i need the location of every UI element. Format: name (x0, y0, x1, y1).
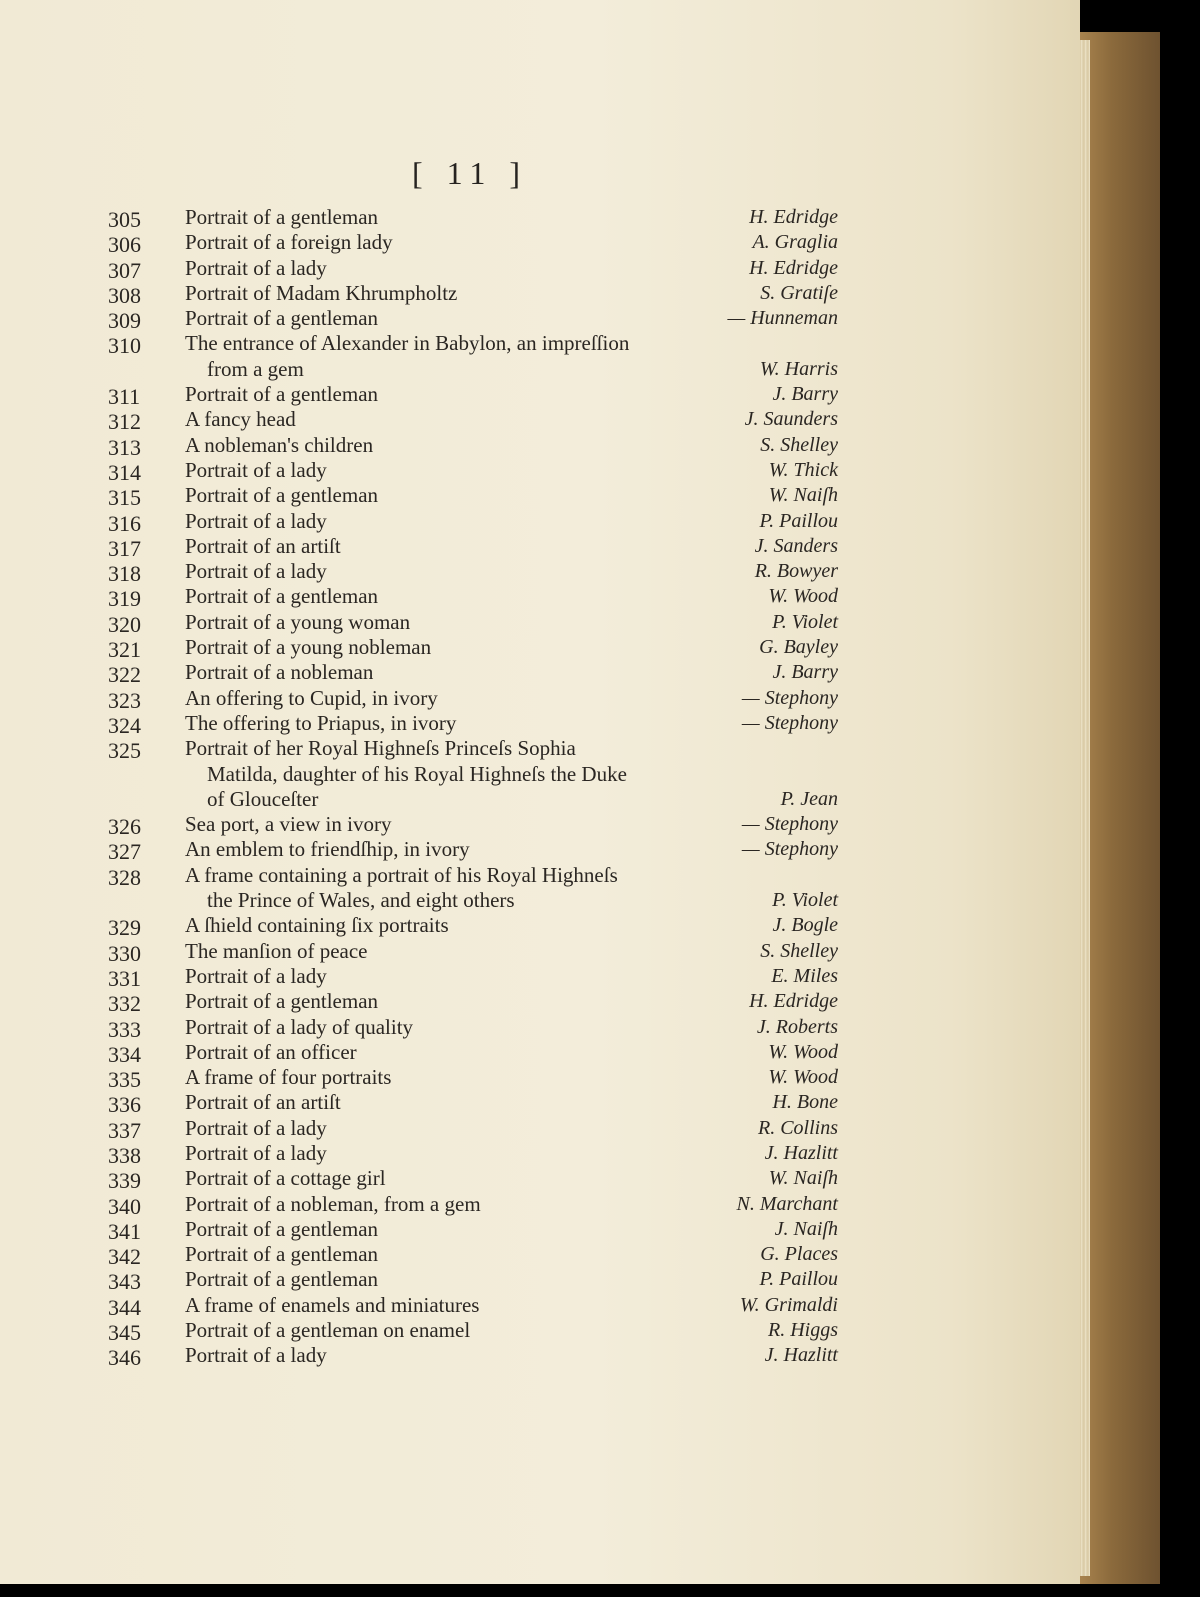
entry-description (185, 1040, 745, 1065)
entry-number: 336 (108, 1092, 141, 1118)
entry-number: 322 (108, 662, 141, 688)
catalogue-entry (0, 1318, 860, 1346)
catalogue-entry (0, 939, 860, 964)
entry-number: 344 (108, 1294, 141, 1320)
entry-artist: A. Graglia (752, 231, 838, 254)
entry-description-line: Portrait of a young woman (185, 609, 411, 634)
entry-number: 323 (108, 687, 141, 713)
entry-description-line: Portrait of a lady (185, 255, 327, 280)
catalogue-entry (0, 584, 860, 612)
entry-description (185, 1065, 745, 1090)
entry-number: 317 (108, 535, 141, 561)
entry-description (185, 1343, 745, 1368)
catalogue-entry (0, 382, 860, 410)
catalogue-entry (0, 1217, 860, 1242)
entry-artist: R. Collins (757, 1116, 838, 1139)
entry-description-line: Portrait of a lady (185, 1140, 327, 1165)
entry-description (185, 635, 745, 660)
entry-artist: H. Edridge (749, 990, 838, 1013)
entry-description (185, 1192, 745, 1217)
entry-number: 306 (108, 232, 141, 258)
entry-artist: P. Jean (780, 787, 838, 810)
entry-number: 342 (108, 1244, 141, 1270)
entry-description-line: The manſion of peace (185, 938, 368, 963)
entry-description-line: Portrait of an officer (185, 1039, 357, 1064)
entry-artist: H. Edridge (749, 206, 838, 228)
catalogue-entry (0, 331, 860, 382)
catalogue-entry (0, 1090, 860, 1118)
entry-number: 330 (108, 940, 141, 966)
entry-description-line: Sea port, a view in ivory (185, 812, 392, 837)
entry-number: 310 (108, 333, 141, 359)
catalogue-entry (0, 205, 860, 230)
entry-artist: N. Marchant (736, 1192, 838, 1215)
entry-artist: J. Naiſh (774, 1217, 838, 1240)
entry-number: 309 (108, 308, 141, 334)
entry-description-line: Portrait of a cottage girl (185, 1166, 386, 1191)
entry-artist: P. Paillou (759, 1268, 838, 1291)
entry-number: 346 (108, 1345, 141, 1371)
entry-artist: W. Naiſh (768, 484, 838, 507)
entry-description-line: Portrait of a gentleman (185, 483, 379, 508)
entry-artist: J. Hazlitt (764, 1344, 838, 1367)
entry-number: 320 (108, 611, 141, 637)
entry-artist: G. Bayley (759, 636, 838, 659)
catalogue-entry (0, 1192, 860, 1217)
entry-description (185, 1217, 745, 1242)
entry-number: 331 (108, 965, 141, 991)
entry-description (185, 913, 745, 938)
catalogue-entry (0, 736, 860, 812)
entry-number: 340 (108, 1193, 141, 1219)
entry-description (185, 205, 745, 230)
book-cover-edge (1080, 32, 1160, 1584)
entry-artist: W. Grimaldi (739, 1293, 838, 1316)
entry-description-line: An offering to Cupid, in ivory (185, 685, 438, 710)
entry-number: 319 (108, 586, 141, 612)
entry-artist: W. Naiſh (768, 1167, 838, 1190)
entry-description-line: Portrait of a gentleman (185, 306, 379, 331)
entry-description-line: An emblem to friendſhip, in ivory (185, 837, 470, 862)
entry-artist: R. Higgs (768, 1319, 838, 1342)
entry-description (185, 433, 745, 458)
entry-artist: J. Barry (772, 383, 838, 406)
entry-number: 307 (108, 257, 141, 283)
entry-number: 337 (108, 1117, 141, 1143)
entry-description-line: Portrait of a lady of quality (185, 1014, 414, 1039)
entry-number: 343 (108, 1269, 141, 1295)
entry-description-line: Portrait of a nobleman (185, 660, 374, 685)
catalogue-entry (0, 989, 860, 1017)
entry-description-line: Portrait of a lady (185, 457, 327, 482)
entry-number: 308 (108, 282, 141, 308)
entry-number: 305 (108, 207, 141, 232)
entry-description-line: A frame containing a portrait of his Royal Highneſs (185, 862, 618, 887)
entry-description-line: Portrait of a gentleman on enamel (185, 1318, 471, 1343)
catalogue-entry (0, 711, 860, 736)
entry-artist: P. Violet (772, 610, 838, 633)
catalogue-entry (0, 306, 860, 334)
entry-artist: H. Edridge (749, 256, 838, 279)
catalogue-entry (0, 863, 860, 914)
entry-description (185, 1318, 745, 1343)
page-number: [ 11 ] (411, 155, 529, 191)
entry-description (185, 1141, 745, 1166)
entry-description (185, 483, 745, 508)
entry-description (185, 331, 745, 382)
entry-description (185, 837, 745, 862)
entry-artist: J. Roberts (756, 1015, 838, 1038)
entry-artist: P. Violet (772, 889, 838, 912)
entry-artist: H. Bone (772, 1091, 838, 1114)
catalogue-entry (0, 230, 860, 258)
entry-description-line: the Prince of Wales, and eight others (207, 888, 515, 913)
entry-description-line: Portrait of a lady (185, 1343, 327, 1368)
entry-description-line: Portrait of her Royal Highneſs Princeſs Sophia (185, 736, 576, 761)
catalogue-entry (0, 534, 860, 559)
entry-description-line: of Glouceſter (207, 786, 319, 811)
catalogue-entry (0, 1141, 860, 1166)
entry-description-line: Portrait of a lady (185, 963, 327, 988)
catalogue-entry (0, 433, 860, 458)
entry-description (185, 382, 745, 407)
entry-description-line: Portrait of a gentleman (185, 584, 379, 609)
entry-description (185, 281, 745, 306)
entry-number: 339 (108, 1168, 141, 1194)
entry-number: 324 (108, 712, 141, 738)
catalogue-entry (0, 1343, 860, 1371)
entry-description-line: Portrait of a lady (185, 559, 327, 584)
entry-description-line: Portrait of a lady (185, 1115, 327, 1140)
entry-number: 314 (108, 459, 141, 485)
entry-artist: — Stephony (741, 838, 838, 861)
entry-description (185, 863, 745, 914)
catalogue-entry (0, 407, 860, 435)
entry-description-line: Portrait of a gentleman (185, 1216, 379, 1241)
entry-description-line: Portrait of a gentleman (185, 1242, 379, 1267)
entry-artist: W. Wood (768, 1066, 838, 1089)
entry-number: 338 (108, 1142, 141, 1168)
catalogue-entry (0, 1116, 860, 1141)
entry-number: 328 (108, 864, 141, 890)
entry-number: 312 (108, 409, 141, 435)
entry-number: 333 (108, 1016, 141, 1042)
catalogue-entry (0, 281, 860, 306)
entry-description (185, 939, 745, 964)
entry-artist: J. Saunders (744, 408, 838, 431)
entry-description-line: A ſhield containing ſix portraits (185, 913, 449, 938)
catalogue-entry (0, 483, 860, 511)
catalogue-entry (0, 509, 860, 534)
entry-description (185, 1267, 745, 1292)
entry-artist: J. Sanders (754, 534, 838, 557)
entry-description-line: Portrait of a young nobleman (185, 635, 432, 660)
catalogue-entry (0, 610, 860, 635)
entry-description-line: The entrance of Alexander in Babylon, an impreſſion (185, 331, 630, 356)
entry-number: 329 (108, 915, 141, 941)
entry-number: 311 (108, 384, 141, 410)
entry-number: 321 (108, 637, 141, 663)
entry-artist: W. Harris (759, 357, 838, 380)
entry-description (185, 559, 745, 584)
catalogue-entry (0, 1065, 860, 1093)
entry-description-line: A frame of enamels and miniatures (185, 1292, 480, 1317)
entry-number: 318 (108, 561, 141, 587)
entry-description (185, 509, 745, 534)
entry-description (185, 534, 745, 559)
catalogue-entry (0, 1242, 860, 1270)
catalogue-entry (0, 812, 860, 840)
entry-artist: G. Places (760, 1243, 838, 1266)
entry-description (185, 1090, 745, 1115)
entry-artist: P. Paillou (759, 509, 838, 532)
catalogue-entry (0, 256, 860, 281)
entry-description (185, 686, 745, 711)
entry-description-line: Portrait of a foreign lady (185, 230, 393, 255)
entry-description (185, 1293, 745, 1318)
catalogue-entry (0, 1015, 860, 1040)
catalogue-entry (0, 964, 860, 989)
entry-description-line: Portrait of a gentleman (185, 205, 379, 229)
entry-number: 313 (108, 434, 141, 460)
entry-description-line: Portrait of an artiſt (185, 1090, 341, 1115)
entry-description-line: Portrait of a gentleman (185, 382, 379, 407)
catalogue-entry (0, 837, 860, 865)
entry-description-line: Portrait of Madam Khrumpholtz (185, 280, 458, 305)
catalogue-entry (0, 458, 860, 483)
entry-artist: J. Bogle (772, 914, 838, 937)
catalogue-list (0, 205, 860, 1369)
entry-description (185, 407, 745, 432)
entry-artist: — Stephony (741, 686, 838, 709)
entry-artist: W. Thick (768, 458, 838, 481)
entry-artist: E. Miles (771, 964, 838, 987)
entry-description-line: The offering to Priapus, in ivory (185, 710, 457, 735)
entry-description (185, 230, 745, 255)
entry-number: 332 (108, 991, 141, 1017)
catalogue-entry (0, 559, 860, 587)
entry-description (185, 1116, 745, 1141)
entry-description-line: Portrait of a lady (185, 508, 327, 533)
entry-description (185, 256, 745, 281)
entry-description (185, 989, 745, 1014)
entry-artist: — Stephony (741, 711, 838, 734)
entry-number: 341 (108, 1218, 141, 1244)
entry-description-line: A frame of four portraits (185, 1065, 392, 1090)
entry-description (185, 1166, 745, 1191)
entry-description (185, 306, 745, 331)
entry-artist: R. Bowyer (754, 560, 838, 583)
entry-description (185, 458, 745, 483)
entry-description-line: from a gem (207, 356, 304, 381)
entry-number: 325 (108, 738, 141, 764)
entry-number: 316 (108, 510, 141, 536)
entry-number: 334 (108, 1041, 141, 1067)
entry-artist: W. Wood (768, 1040, 838, 1063)
entry-artist: — Hunneman (727, 307, 838, 330)
entry-artist: J. Barry (772, 661, 838, 684)
catalogue-entry (0, 686, 860, 711)
entry-number: 327 (108, 839, 141, 865)
entry-artist: S. Gratiſe (760, 281, 838, 304)
entry-description-line: Matilda, daughter of his Royal Highneſs the Duke (207, 761, 627, 786)
catalogue-entry (0, 1267, 860, 1295)
catalogue-entry (0, 913, 860, 941)
entry-description-line: Portrait of a gentleman (185, 1267, 379, 1292)
entry-artist: S. Shelley (760, 433, 838, 456)
entry-description (185, 660, 745, 685)
entry-artist: — Stephony (741, 813, 838, 836)
entry-description-line: A fancy head (185, 407, 296, 432)
entry-number: 326 (108, 814, 141, 840)
catalogue-entry (0, 660, 860, 688)
entry-description-line: Portrait of a nobleman, from a gem (185, 1191, 481, 1216)
entry-description (185, 1015, 745, 1040)
entry-number: 335 (108, 1067, 141, 1093)
catalogue-entry (0, 635, 860, 663)
entry-description (185, 711, 745, 736)
entry-number: 315 (108, 485, 141, 511)
entry-description-line: A nobleman's children (185, 432, 374, 457)
entry-description (185, 610, 745, 635)
catalogue-entry (0, 1166, 860, 1194)
entry-artist: W. Wood (768, 585, 838, 608)
entry-number: 345 (108, 1320, 141, 1346)
entry-description (185, 1242, 745, 1267)
catalogue-entry (0, 1040, 860, 1065)
entry-description (185, 736, 745, 812)
entry-artist: S. Shelley (760, 939, 838, 962)
entry-description (185, 964, 745, 989)
entry-description-line: Portrait of an artiſt (185, 533, 341, 558)
entry-artist: J. Hazlitt (764, 1141, 838, 1164)
catalogue-entry (0, 1293, 860, 1318)
entry-description (185, 584, 745, 609)
entry-description-line: Portrait of a gentleman (185, 989, 379, 1014)
entry-description (185, 812, 745, 837)
